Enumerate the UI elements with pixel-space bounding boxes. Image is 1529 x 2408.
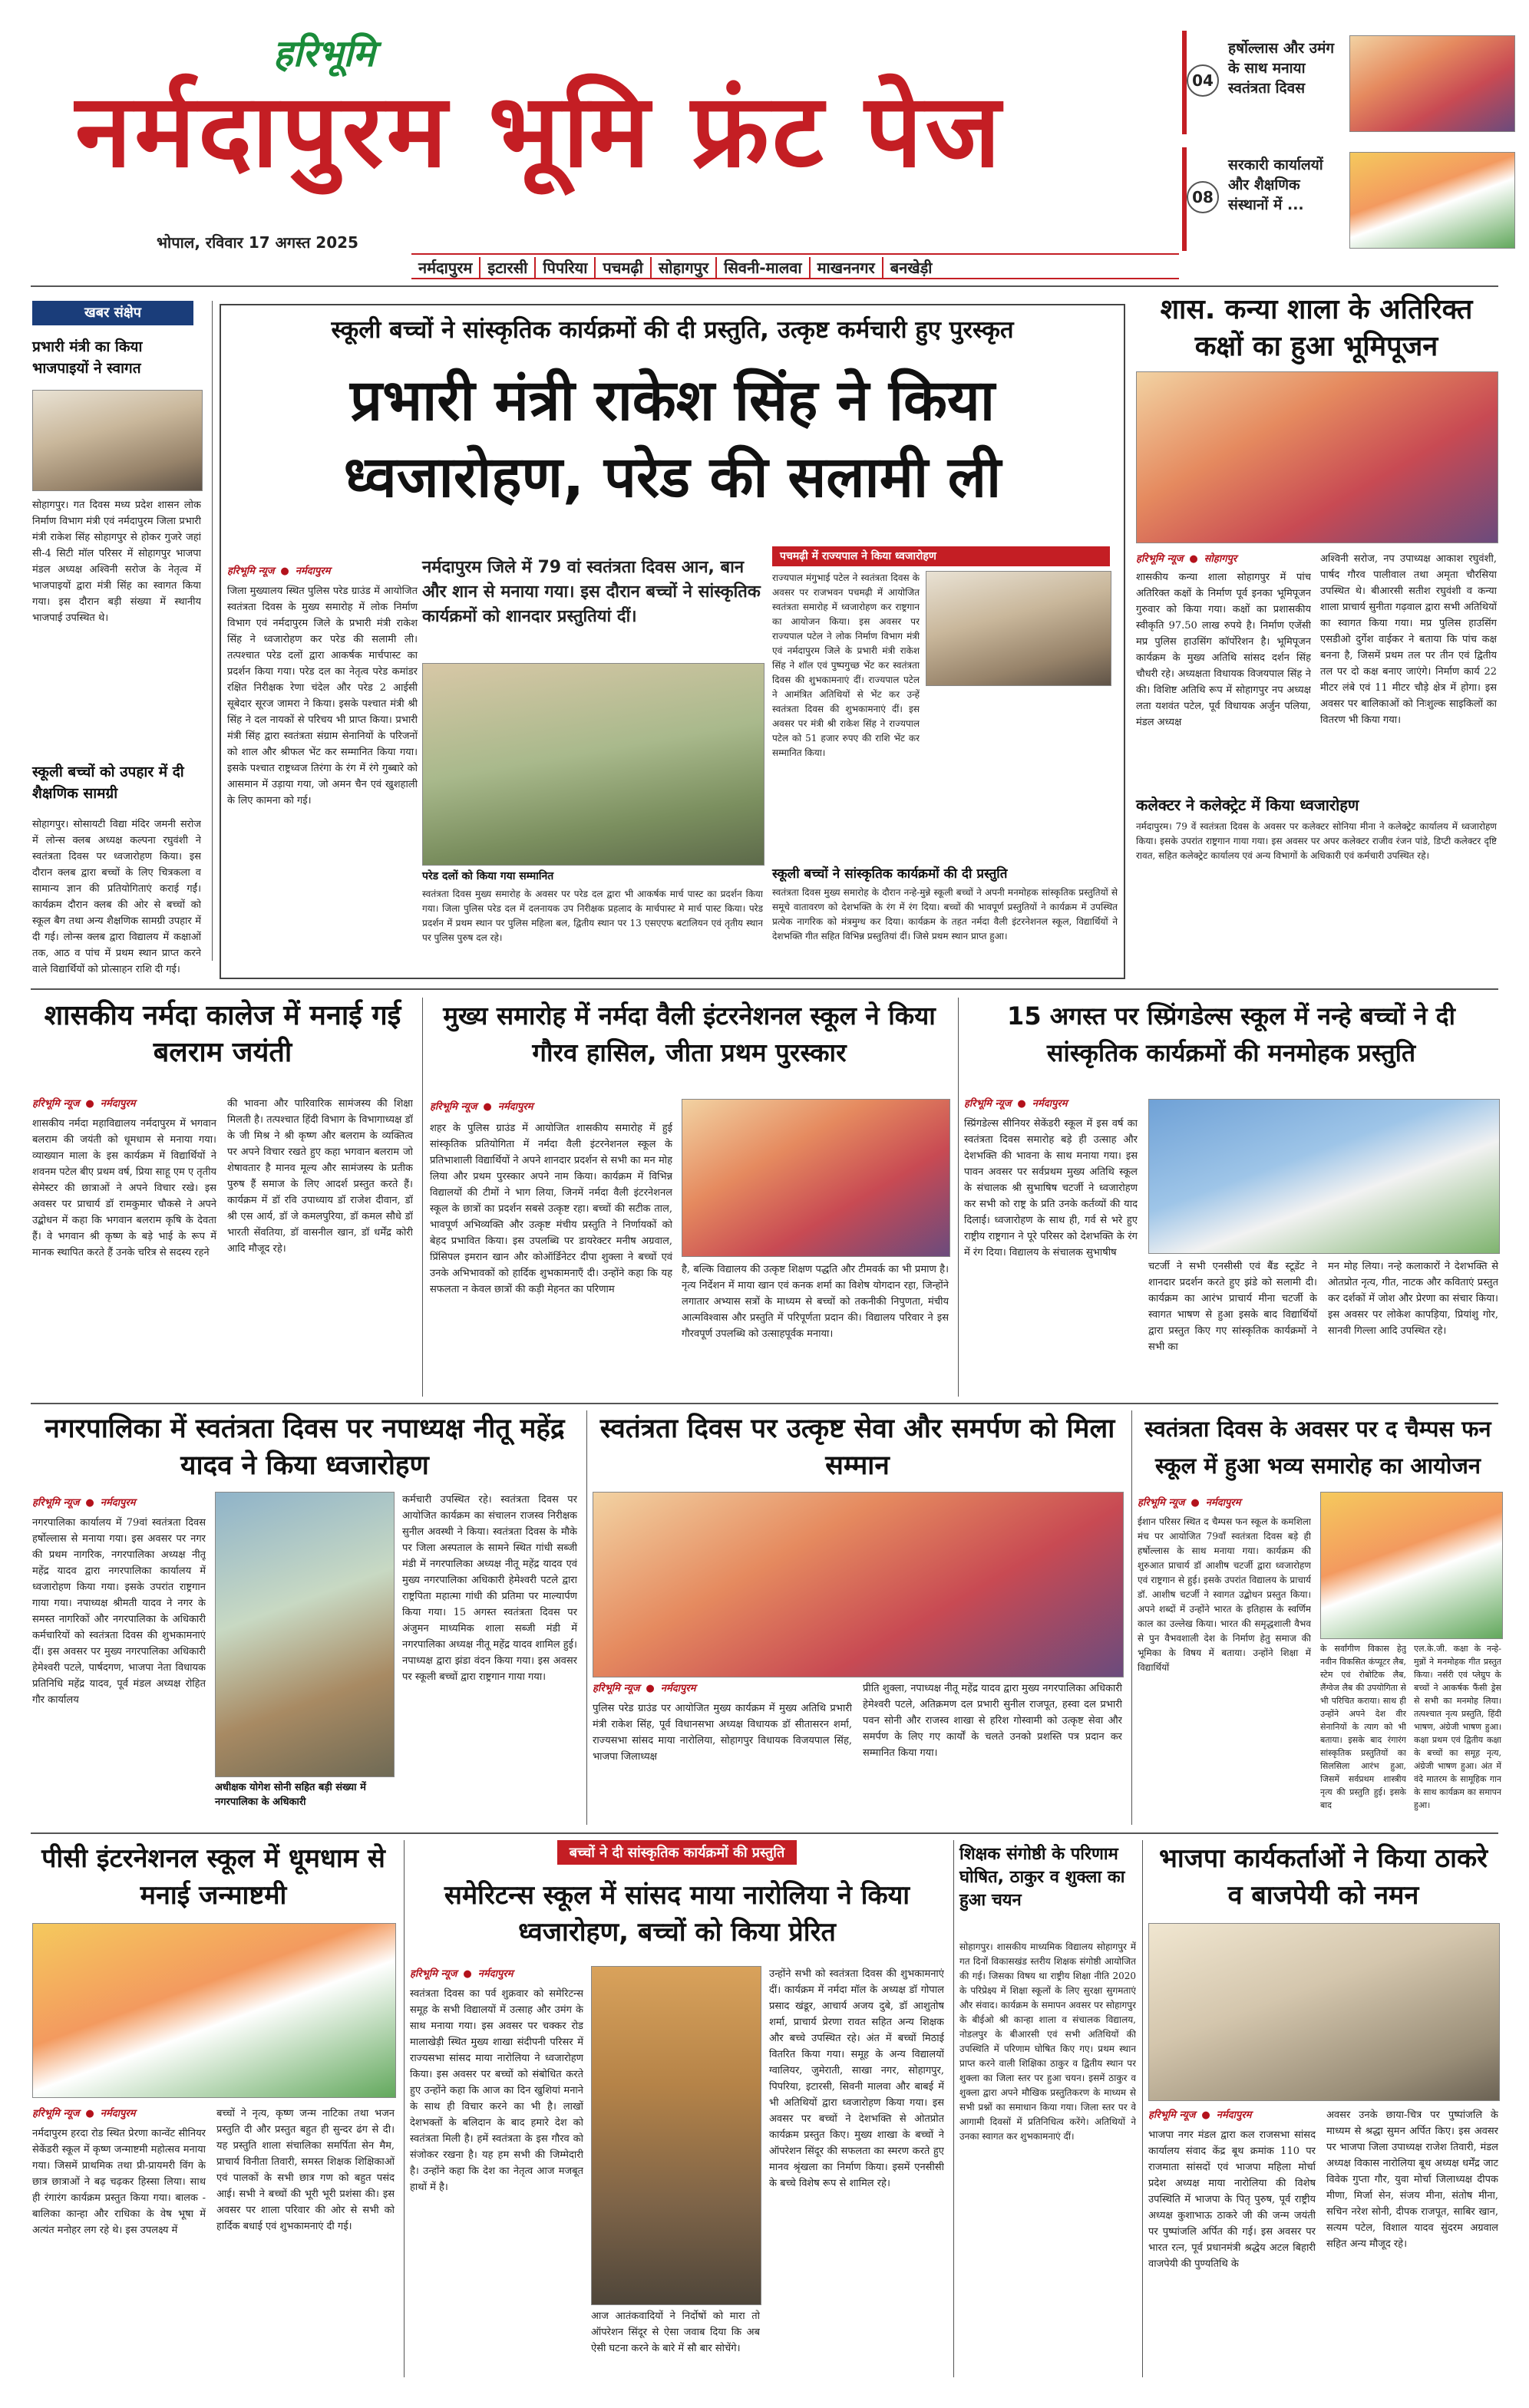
springdales-col1: स्प्रिंगडेल्स सीनियर सेकेंडरी स्कूल में इस वर्ष का स्वतंत्रता दिवस समारोह बड़े ही उत्साह और देशभक्ति की भावना के साथ मनाया गया। इस पावन अवसर पर सर्वप्रथम मुख्य अतिथि स्कूल के संचालक श्री सुभाषिष चटर्जी ने ध्वजारोहण कर सभी को राष्ट्र के प्रति उनके कर्तव्यों की याद दिलाई। ध्वजारोहण के साथ ही, गर्व से भरे हुए राष्ट्रीय राष्ट्रगान ने पूरे परिसर को देशभक्ति के रंग में रंग दिया। विद्यालय के संचालक सुभाषीष — [964, 1118, 1138, 1258]
bjp-col1: भाजपा नगर मंडल द्वारा कल राजसभा सांसद कार्यालय संवाद केंद्र बूथ क्रमांक 110 पर राजमाता सांसदों एवं भाजपा महिला मोर्चा प्रदेश अध्यक्ष माया नारोलिया की विशेष उपस्थिति में भाजपा के पितृ पुरुष, पूर्व राष्ट्रीय अध्यक्ष कुशाभाऊ ठाकरे जी की जन्म जयंती पर पुष्पांजलि अर्पित की गई। इस अवसर पर भारत रत्न, पूर्व प्रधानमंत्री श्रद्धेय अटल बिहारी वाजपेयी की पुण्यतिथि के — [1148, 2129, 1316, 2270]
narmada-valley-col2: है, बल्कि विद्यालय की उत्कृष्ट शिक्षण पद्धति और टीमवर्क का भी प्रमाण है। नृत्य निर्देशन में माया खान एवं कनक शर्मा का विशेष योगदान रहा, जिन्होंने लगातार अभ्यास सत्रों के माध्यम से बच्चों को तकनीकी निपुणता, मंचीय आत्मविश्वास और प्रस्तुति में परिपूर्णता प्रदान की। विद्यालय परिवार ने इस गौरवपूर्ण उपलब्धि को उत्साहपूर्वक मनाया। — [682, 1264, 949, 1340]
bjp-byline: हरिभूमि न्यूज ● नर्मदापुरम — [1148, 2109, 1252, 2121]
teaser-photo — [1349, 35, 1515, 132]
springdales-col2: चटर्जी ने सभी एनसीसी एवं बैंड स्टूडेंट ने शानदार प्रदर्शन करते हुए झंडे को सलामी दी। कार्यक्रम का आरंभ प्राचार्य मीना चटर्जी के स्वागत भाषण से हुआ इसके बाद विद्यार्थियों द्वारा प्रस्तुत किए गए सांस्कृतिक कार्यक्रमों ने सभी का — [1148, 1261, 1317, 1353]
city-item[interactable]: सिवनी-मालवा — [717, 257, 810, 278]
city-item[interactable]: इटारसी — [480, 257, 536, 278]
section-label: खबर संक्षेप — [32, 301, 193, 325]
narmada-valley-byline: हरिभूमि न्यूज ● नर्मदापुरम — [430, 1101, 533, 1113]
city-item[interactable]: माखननगर — [811, 257, 883, 278]
brief-1-text: सोहागपुर। गत दिवस मध्य प्रदेश शासन लोक निर्माण विभाग मंत्री एवं नर्मदापुरम जिला प्रभारी मंत्री राकेश सिंह सोहागपुर से होकर गुजरे जहां सी-4 सिटी मॉल परिसर में सोहागपुर भाजपा मंडल अध्यक्ष अश्विनी सरोज के नेतृत्व में भाजपाइयों द्वारा मंत्री सिंह का स्वागत किया गया। इस दौरान बड़ी संख्या में स्थानीय भाजपाई उपस्थित थे। — [32, 500, 201, 624]
champs-headline: स्वतंत्रता दिवस के अवसर पर द चैम्पस फन स्कूल में हुआ भव्य समारोह का आयोजन — [1144, 1416, 1491, 1479]
lead-headline: प्रभारी मंत्री राकेश सिंह ने किया ध्वजारोहण, परेड की सलामी ली — [343, 368, 1002, 510]
kanya-col1: शासकीय कन्या शाला सोहागपुर में पांच अतिरिक्त कक्षों के निर्माण पूर्व इनका भूमिपूजन गुरुवार को किया गया। कक्षों का प्रशासकीय स्वीकृति 97.50 लाख रुपये है। निर्माण एजेंसी मप्र पुलिस हाउसिंग कॉर्पोरेशन है। भूमिपूजन कार्यक्रम के मुख्य अतिथि सांसद दर्शन सिंह चौधरी रहे। अध्यक्षता विधायक विजयपाल सिंह ने की। विशिष्ट अतिथि रूप में सोहागपुर नप अध्यक्ष लता यशवंत पटेल, पूर्व विधायक अर्जुन पलिया, मंडल अध्यक्ष — [1136, 572, 1311, 728]
pachmarhi-photo — [926, 571, 1111, 686]
brief-2-headline: स्कूली बच्चों को उपहार में दी शैक्षणिक सामग्री — [32, 764, 184, 802]
narmada-valley-headline: मुख्य समारोह में नर्मदा वैली इंटरनेशनल स्कूल ने किया गौरव हासिल, जीता प्रथम पुरस्कार — [443, 1001, 936, 1067]
champs-photo — [1320, 1492, 1503, 1639]
story-samaritans — [410, 1840, 947, 2393]
champs-col2: के सर्वांगीण विकास हेतु नवीन विकसित कंप्यूटर लैब, स्टेम एवं रोबोटिक लैब, लैंग्वेज लैब की उपयोगिता से भी परिचित कराया। साथ ही उन्होंने अपने देश वीर सेनानियों के त्याग को भी बताया। इसके बाद रंगारंग सांस्कृतिक प्रस्तुतियों का सिलसिला आरंभ हुआ, जिसमें सर्वप्रथम शास्त्रीय नृत्य की प्रस्तुति हुई। इसके बाद — [1320, 1644, 1406, 1810]
balram-col1: शासकीय नर्मदा महाविद्यालय नर्मदापुरम में भगवान बलराम की जयंती को धूमधाम से मनाया गया। व्याख्यान माला के इस कार्यक्रम में विद्यार्थियों ने शवनम पटेल बीए प्रथम वर्ष, प्रिया साहू एम ए तृतीय सेमेस्टर की छात्राओं ने अपने विचार रखे। इस अवसर पर प्राचार्य डॉ रामकुमार चौकसे ने अपने उद्बोधन में कहा कि भगवान बलराम कृषि के देवता हैं। वे भगवान श्री कृष्ण के बड़े भाई के रूप में मानक स्थापित करते हैं उनके चरित्र से सदस्य रहने — [32, 1118, 216, 1258]
samaritans-col1: स्वतंत्रता दिवस का पर्व शुक्रवार को समेरिटन्स समूह के सभी विद्यालयों में उत्साह और उमंग के साथ मनाया गया। इस अवसर पर चक्कर रोड मालाखेड़ी स्थित मुख्य शाखा संदीपनी परिसर में राज्यसभा सांसद माया नारोलिया ने ध्वजारोहण किया। इस अवसर पर बच्चों को संबोधित करते हुए उन्होंने कहा कि आज का दिन खुशियां मनाने के साथ ही विचार करने का भी है। लाखों देशभक्तों के बलिदान के बाद हमारे देश को स्वतंत्रता मिली है। हमें स्वतंत्रता के इस गौरव को संजोकर रखना है। यह हम सभी की जिम्मेदारी है। उन्होंने कहा कि देश का नेतृत्व आज मजबूत हाथों में है। — [410, 1988, 583, 2193]
janmashtami-photo — [32, 1923, 396, 2098]
brief-1-photo — [32, 390, 203, 491]
teaser-photo — [1349, 152, 1515, 249]
springdales-photo — [1148, 1099, 1500, 1254]
bjp-headline: भाजपा कार्यकर्ताओं ने किया ठाकरे व बाजपेयी को नमन — [1159, 1843, 1488, 1911]
city-item[interactable]: पिपरिया — [536, 257, 596, 278]
samman-headline: स्वतंत्रता दिवस पर उत्कृष्ट सेवा और समर्पण को मिला सम्मान — [599, 1413, 1115, 1481]
balram-headline: शासकीय नर्मदा कालेज में मनाई गई बलराम जयंती — [44, 1000, 401, 1068]
janmashtami-col2: बच्चों ने नृत्य, कृष्ण जन्म नाटिका तथा भजन प्रस्तुति दी और प्रस्तुत बहुत ही सुन्दर ढंग से दी। यह प्रस्तुति शाला संचालिका समर्पिता सेन मैम, प्राचार्य विनीता तिवारी, समस्त शिक्षक शिक्षिकाओं एवं पालकों के सभी छात्र गण को बहुत पसंद आई। सभी ने बच्चों की भूरी भूरी प्रशंसा की। इस अवसर पर शाला परिवार की ओर से सभी को हार्दिक बधाई एवं शुभकामनाएं दी गई। — [216, 2108, 395, 2232]
kicker-label: बच्चों ने दी सांस्कृतिक कार्यक्रमों की प्रस्तुति — [557, 1840, 797, 1865]
teaser-accent — [1182, 147, 1187, 251]
children-subhead: स्कूली बच्चों ने सांस्कृतिक कार्यक्रमों की दी प्रस्तुति — [772, 866, 1008, 882]
lead-intro: नर्मदापुरम जिले में 79 वां स्वतंत्रता दिवस आन, बान और शान से मनाया गया। इस दौरान बच्चों ने सांस्कृतिक कार्यक्रमों को शानदार प्रस्तुतियां दीं। — [422, 558, 761, 626]
samman-col1: पुलिस परेड ग्राउंड पर आयोजित मुख्य कार्यक्रम में मुख्य अतिथि प्रभारी मंत्री राकेश सिंह, पूर्व विधानसभा अध्यक्ष विधायक डॉ सीतासरन शर्मा, राज्यसभा सांसद माया नारोलिया, सोहागपुर विधायक विजयपाल सिंह, भाजपा जिलाध्यक्ष — [593, 1703, 852, 1763]
nagarpalika-photo — [215, 1492, 395, 1777]
champs-byline: हरिभूमि न्यूज ● नर्मदापुरम — [1138, 1497, 1241, 1509]
city-item[interactable]: पचमढ़ी — [596, 257, 651, 278]
nagarpalika-byline: हरिभूमि न्यूज ● नर्मदापुरम — [32, 1497, 136, 1509]
sangoshthi-headline: शिक्षक संगोष्ठी के परिणाम घोषित, ठाकुर व शुक्ला का हुआ चयन — [959, 1845, 1125, 1910]
story-nagarpalika — [32, 1410, 580, 1825]
story-champs — [1138, 1410, 1501, 1825]
lead-byline: हरिभूमि न्यूज ● नर्मदापुरम — [227, 566, 331, 577]
samman-photo — [593, 1492, 1124, 1677]
nagarpalika-col1: नगरपालिका कार्यालय में 79वां स्वतंत्रता दिवस हर्षोल्लास से मनाया गया। इस अवसर पर नगर की प्रथम नागरिक, नगरपालिका अध्यक्ष नीतू महेंद्र यादव द्वारा नगरपालिका कार्यालय में ध्वजारोहण किया गया। इसके उपरांत राष्ट्रगान गाया गया। नपाध्यक्ष श्रीमती यादव ने नगर के समस्त नागरिकों और नगरपालिका के अधिकारी कर्मचारियों को स्वतंत्रता दिवस की शुभकामनाएं दीं। इस अवसर पर मुख्य नगरपालिका अधिकारी हेमेश्वरी पटले, पार्षदगण, भाजपा नेता विधायक प्रतिनिधि महेंद्र यादव, पूर्व मंडल अध्यक्ष रोहित गौर कार्यालय — [32, 1517, 206, 1706]
kanya-headline: शास. कन्या शाला के अतिरिक्त कक्षों का हुआ भूमिपूजन — [1160, 294, 1473, 362]
city-item[interactable]: सोहागपुर — [652, 257, 717, 278]
city-item[interactable]: नर्मदापुरम — [411, 257, 480, 278]
bjp-photo — [1148, 1923, 1500, 2101]
springdales-byline: हरिभूमि न्यूज ● नर्मदापुरम — [964, 1098, 1068, 1110]
masthead-title: नर्मदापुरम भूमि फ्रंट पेज — [75, 72, 1004, 190]
kanya-col2: अश्विनी सरोज, नप उपाध्यक्ष आकाश रघुवंशी, पार्षद गौरव पालीवाल तथा अमृता चौरसिया उपस्थित थे। बीआरसी सतीश रघुवंशी व कन्या शाला प्राचार्य सुनीता गढ़वाल द्वारा सभी अतिथियों का स्वागत किया गया। मप्र पुलिस हाउसिंग एसडीओ दुर्गेश वाईकर ने बताया कि पांच कक्ष बनना है, जिसमें प्रथम तल पर तीन एवं द्वितीय तल पर दो कक्ष बनाए जाएंगे। निर्माण कार्य 22 मीटर लंबे एवं 11 मीटर चौड़े क्षेत्र में होगा। इस अवसर पर बालिकाओं को निःशुल्क साइकिलों का वितरण भी किया गया। — [1320, 553, 1497, 726]
janmashtami-byline: हरिभूमि न्यूज ● नर्मदापुरम — [32, 2108, 136, 2119]
story-balram — [32, 998, 416, 1397]
lead-strap: स्कूली बच्चों ने सांस्कृतिक कार्यक्रमों की दी प्रस्तुति, उत्कृष्ट कर्मचारी हुए पुरस्कृत — [331, 316, 1014, 344]
nagarpalika-headline: नगरपालिका में स्वतंत्रता दिवस पर नपाध्यक्ष नीतू महेंद्र यादव ने किया ध्वजारोहण — [45, 1413, 565, 1481]
kanya-byline: हरिभूमि न्यूज ● सोहागपुर — [1136, 553, 1237, 565]
story-narmada-valley — [430, 998, 952, 1397]
narmada-valley-photo — [682, 1099, 950, 1257]
kanya-photo — [1136, 371, 1498, 543]
springdales-headline: 15 अगस्त पर स्प्रिंगडेल्स स्कूल में नन्हे बच्चों ने दी सांस्कृतिक कार्यक्रमों की मनमोहक प्रस्तुति — [1007, 1001, 1455, 1067]
champs-col1: ईशान परिसर स्थित द चैम्पस फन स्कूल के कमशिला मंच पर आयोजित 79वाँ स्वतंत्रता दिवस बड़े ही हर्षोल्लास के साथ मनाया गया। कार्यक्रम की शुरुआत प्राचार्य डॉ आशीष चटर्जी द्वारा ध्वजारोहण एवं राष्ट्रगान से हुई। इसके उपरांत विद्यालय के प्राचार्य डॉ. आशीष चटर्जी ने स्वागत उद्बोधन प्रस्तुत किया। अपने शब्दों में उन्होंने भारत के इतिहास के स्वर्णिम काल का उल्लेख किया। भारत की समृद्धशाली वैभव से पुन वैभवशाली देश के निर्माण हेतु समाज की भूमिका के विषय में बताया। उन्होंने शिक्षा में विद्यार्थियों — [1138, 1516, 1311, 1673]
lead-photo-parade — [422, 663, 764, 866]
samaritans-kicker — [410, 1840, 944, 1865]
samman-byline: हरिभूमि न्यूज ● नर्मदापुरम — [593, 1683, 696, 1694]
bjp-col2: अवसर उनके छाया-चित्र पर पुष्पांजलि के माध्यम से श्रद्धा सुमन अर्पित किए। इस अवसर पर भाजपा जिला उपाध्यक्ष राजेश तिवारी, मंडल अध्यक्ष विकास नारोलिया बूथ अध्यक्ष धर्मेंद्र जाट विवेक गुप्ता गौर, युवा मोर्चा जिलाध्यक्ष दीपक मीणा, मिर्जा सेन, संजय मीना, संतोष मीना, सचिन नरेश सोनी, दीपक राजपूत, साबिर खान, सत्यम पटेल, विशाल यादव सुंदरम अग्रवाल सहित अन्य मौजूद रहे। — [1326, 2109, 1498, 2250]
lead-story — [220, 304, 1125, 979]
springdales-col3: मन मोह लिया। नन्हे कलाकारों ने देशभक्ति से ओतप्रोत नृत्य, गीत, नाटक और कविताएं प्रस्तुत कर दर्शकों में जोश और प्रेरणा का संचार किया। इस अवसर पर लोकेश कापड़िया, प्रियांशु गोर, सानवी गिल्ला आदि उपस्थित रहे। — [1328, 1261, 1498, 1337]
sangoshthi-text: सोहागपुर। शासकीय माध्यमिक विद्यालय सोहागपुर में गत दिनों विकासखंड स्तरीय शिक्षक संगोष्ठी आयोजित की गई। जिसका विषय था राष्ट्रीय शिक्षा नीति 2020 के परिप्रेक्ष्य में शिक्षा स्कूलों के लिए सुरक्षा सुगमताएं और संवाद। कार्यक्रम के समापन अवसर पर सोहागपुर के बीईओ श्री कान्हा शाला व संचालक विद्यालय, नोडलपुर के बीआरसी एवं सभी अतिथियों की उपस्थिति में परिणाम घोषित किए गए। प्रथम स्थान प्राप्त करने वाली शिक्षिका ठाकुर व द्वितीय स्थान पर शुक्ला का जिला स्तर पर हुआ चयन। इसमें ठाकुर व शुक्ला द्वारा अपने मौखिक प्रस्तुतिकरण के माध्यम से सभी प्रश्नों का समाधान किया गया। जिला स्तर पर वे आगामी दिवसों में प्रतिनिधित्व करेंगे। अतिथियों ने उनका स्वागत कर शुभकामनाएं दीं। — [959, 1941, 1136, 2142]
samman-col2: प्रीति शुक्ला, नपाध्यक्ष नीतू महेंद्र यादव द्वारा मुख्य नगरपालिका अधिकारी हेमेश्वरी पटले, अतिक्रमण दल प्रभारी सुनील राजपूत, हस्वा दल प्रभारी पवन सोनी और राजस्व शाखा से हरिश गोस्वामी को उत्कृष्ट सेवा और समर्पण के लिए गए कार्यों के चलते उनको प्रशस्ति पत्र प्रदान कर सम्मानित किया गया। — [863, 1683, 1122, 1759]
pachmarhi-text: राज्यपाल मंगुभाई पटेल ने स्वतंत्रता दिवस के अवसर पर राजभवन पचमढ़ी में आयोजित स्वतंत्रता समारोह में ध्वजारोहण कर राष्ट्रगान का आयोजन किया। इस अवसर पर राज्यपाल पटेल ने लोक निर्माण विभाग मंत्री एवं नर्मदापुरम जिले के प्रभारी मंत्री राकेश सिंह ने शॉल एवं पुष्पगुच्छ भेंट कर स्वतंत्रता दिवस की शुभकामनाएं दीं। राज्यपाल पटेल ने आमंत्रित अतिथियों से भेंट कर उन्हें स्वतंत्रता दिवस की शुभकामनाएं दीं। इस अवसर पर मंत्री श्री राकेश सिंह ने राज्यपाल पटेल को 51 हजार रुपए की राशि भेंट कर सम्मानित किया। — [772, 572, 920, 758]
brand-logo: हरिभूमि — [273, 32, 375, 75]
champs-col3: एल.के.जी. कक्षा के नन्हे-मुन्नों ने मनमोहक गीत प्रस्तुत किया। नर्सरी एवं प्लेग्रुप के बच्चों ने आकर्षक फैंसी ड्रेस से सभी का मनमोह लिया। तत्पश्चात नृत्य प्रस्तुति, हिंदी भाषण, अंग्रेजी भाषण हुआ। कक्षा प्रथम एवं द्वितीय कक्षा के बच्चों का समूह नृत्य, अंग्रेजी भाषण हुआ। अंत में वंदे मातरम के सामूहिक गान के साथ कार्यक्रम का समापन हुआ। — [1414, 1644, 1501, 1810]
khabar-sankshep — [32, 301, 203, 1068]
story-samman — [593, 1410, 1125, 1825]
samaritans-col2: आज आतंकवादियों ने निर्दोषों को मारा तो ऑपरेशन सिंदूर से ऐसा जवाब दिया कि अब ऐसी घटना करने के बारे में सौ बार सोचेंगे। — [591, 2311, 760, 2354]
dateline: भोपाल, रविवार 17 अगस्त 2025 — [157, 233, 358, 252]
teaser-1[interactable] — [1182, 31, 1520, 134]
lead-caption-title: परेड दलों को किया गया सम्मानित — [422, 869, 763, 886]
balram-col2: की भावना और पारिवारिक सामंजस्य की शिक्षा मिलती है। तत्पश्चात हिंदी विभाग के विभागाध्यक्ष डॉ के जी मिश्र ने श्री कृष्ण और बलराम के व्यक्तित्व पर अपने विचार रखते हुए कहा भगवान बलराम जो शेषावतार है मानव मूल्य और सामंजस्य के प्रतीक पुरुष हैं समाज के लिए आदर्श प्रस्तुत करते हैं। कार्यक्रम में डॉ रवि उपाध्याय डॉ राजेश दीवान, डॉ श्री एस आर्य, डॉ जे कमलपुरिया, डॉ कमल सौधे डॉ भारती सेंवतिया, डॉ वासनील खान, डॉ धर्मेंद्र कोरी आदि मौजूद रहे। — [227, 1098, 413, 1255]
samaritans-col3: उन्होंने सभी को स्वतंत्रता दिवस की शुभकामनाएं दीं। कार्यक्रम में नर्मदा मॉल के अध्यक्ष डॉ गोपाल प्रसाद खंडूर, आचार्य अजय दुबे, डॉ आशुतोष शर्मा, प्राचार्य प्रेरणा रावत सहित अन्य शिक्षक और बच्चे उपस्थित रहे। अंत में बच्चों मिठाई वितरित किया गया। समूह के अन्य विद्यालयों ग्वालियर, जुमेराती, साखा नगर, सोहागपुर, पिपरिया, इटारसी, सिवनी मालवा और बाबई में भी अतिथियों द्वारा ध्वजारोहण किया गया। इस अवसर पर बच्चों ने देशभक्ति से ओतप्रोत कार्यक्रम प्रस्तुत किए। मुख्य शाखा के बच्चों ने ऑपरेशन सिंदूर की सफलता का स्मरण करते हुए मानव श्रृंखला का निर्माण किया। इसमें एनसीसी के बच्चे विशेष रूप से शामिल रहे। — [769, 1968, 944, 2189]
lead-caption-text: स्वतंत्रता दिवस मुख्य समारोह के अवसर पर परेड दल द्वारा भी आकर्षक मार्च पास्ट का प्रदर्शन किया गया। जिला पुलिस परेड दल में दलनायक उप निरीक्षक प्रहलाद के मार्चपास्ट मे मार्च पास्ट किया। परेड प्रदर्शन में प्रथम स्थान पर पुलिस महिला बल, द्वितीय स्थान पर 13 एसएएफ बटालियन एवं तृतीय स्थान पर पुलिस पुरुष दल रहे। — [422, 889, 763, 943]
pachmarhi-box — [772, 546, 1121, 859]
teaser-text: सरकारी कार्यालयों और शैक्षणिक संस्थानों में ... — [1228, 157, 1323, 213]
teaser-number: 08 — [1187, 181, 1219, 213]
janmashtami-col1: नर्मदापुरम हरदा रोड स्थित प्रेरणा कान्वेंट सीनियर सेकेंडरी स्कूल में कृष्ण जन्माष्टमी महोत्सव मनाया गया। जिसमें प्राथमिक तथा प्री-प्रायमरी विंग के छात्र छात्राओं ने बढ़ चढ़कर हिस्सा लिया। साथ ही रंगारंग कार्यक्रम प्रस्तुत किया गया। बालक - बालिका कान्हा और राधिका के वेष भूषा में अत्यंत मनोहर लग रहे थे। इस उपलक्ष्य में — [32, 2128, 206, 2236]
collector-text: नर्मदापुरम। 79 वें स्वतंत्रता दिवस के अवसर पर कलेक्टर सोनिया मीना ने कलेक्ट्रेट कार्यालय में ध्वजारोहण किया। इसके उपरांत राष्ट्रगान गाया गया। इस अवसर पर अपर कलेक्टर राजीव रंजन पांडे, डिप्टी कलेक्टर दृष्टि रावत, सहित कलेक्ट्रेट कार्यालय एवं अन्य विभागों के अधिकारी एवं कर्मचारी उपस्थित रहे। — [1136, 821, 1497, 861]
story-sangoshthi — [959, 1840, 1136, 2393]
story-bjp — [1148, 1840, 1501, 2393]
samaritans-photo — [591, 1966, 761, 2305]
collector-headline: कलेक्टर ने कलेक्ट्रेट में किया ध्वजारोहण — [1136, 796, 1359, 814]
story-janmashtami — [32, 1840, 398, 2393]
brief-2-text: सोहागपुर। सोसायटी विद्या मंदिर जमनी सरोज में लोन्स क्लब अध्यक्ष कल्पना रघुवंशी ने स्वतंत्रता दिवस पर ध्वजारोहण किया। इस दौरान क्लब द्वारा बच्चों के लिए चित्रकला व सामान्य ज्ञान की प्रतियोगिताएं कराई गईं। कार्यक्रम दौरान क्लब की ओर से बच्चों को स्कूल बैग तथा अन्य शैक्षणिक सामग्री उपहार में दी गई। लोन्स क्लब द्वारा विद्यालय में कक्षाओं तक, आठ व पांच में प्रथम स्थान प्राप्त करने वाले विद्यार्थियों को प्रोत्साहन राशि दी गई। — [32, 819, 201, 975]
teaser-text: हर्षोल्लास और उमंग के साथ मनाया स्वतंत्रता दिवस — [1228, 40, 1335, 97]
lead-col1: जिला मुख्यालय स्थित पुलिस परेड ग्राउंड में आयोजित स्वतंत्रता दिवस के मुख्य समारोह में लोक निर्माण विभाग एवं नर्मदापुरम जिले के प्रभारी मंत्री राकेश सिंह ने ध्वजारोहण कर परेड की सलामी ली। तत्पश्चात परेड दलों द्वारा आकर्षक मार्चपास्ट का प्रदर्शन किया गया। परेड दल का नेतृत्व परेड कमांडर रक्षित निरीक्षक रेणा चंदेल और परेड 2 आईसी सूबेदार सूरज जामरा ने किया। इसके पश्चात मंत्री श्री सिंह ने दल नायकों से परिचय भी प्राप्त किया। प्रभारी मंत्री सिंह द्वारा स्वतंत्रता संग्राम सेनानियों के परिजनों को शाल और श्रीफल भेंट कर सम्मानित किया गया। इसके पश्चात राष्ट्रध्वज तिरंगा के रंग में रंगे गुब्बारे को आसमान में उड़ाया गया, जो अमन चैन एवं खुशहाली के लिए कामना को गई। — [227, 586, 418, 807]
teaser-accent — [1182, 31, 1187, 134]
nagarpalika-col2: कर्मचारी उपस्थित रहे। स्वतंत्रता दिवस पर आयोजित कार्यक्रम का संचालन राजस्व निरीक्षक सुनील अवस्थी ने किया। स्वतंत्रता दिवस के मौके पर जिला अस्पताल के सामने स्थित गांधी सब्जी मंडी में नगरपालिका अध्यक्ष नीतू महेंद्र यादव एवं मुख्य नगरपालिका अधिकारी हेमेश्वरी पटले द्वारा राष्ट्रपिता महात्मा गांधी की प्रतिमा पर माल्यार्पण किया गया। 15 अगस्त स्वतंत्रता दिवस पर अंजुमन माध्यमिक शाला सब्जी मंडी में नगरपालिका अध्यक्ष नीतू महेंद्र यादव शामिल हुई। नपाध्यक्ष द्वारा झंडा वंदन किया गया। इस अवसर पर स्कूली बच्चों द्वारा राष्ट्रगान गाया गया। — [402, 1494, 577, 1683]
city-item[interactable]: बनखेड़ी — [890, 259, 933, 277]
story-springdales — [964, 998, 1501, 1397]
children-text: स्वतंत्रता दिवस मुख्य समारोह के दौरान नन्हे-मुन्ने स्कूली बच्चों ने अपनी मनमोहक सांस्कृतिक प्रस्तुतियों से समूचे वातावरण को देशभक्ति के रंग में रंग दिया। बच्चों की भावपूर्ण प्रस्तुतियों ने कार्यक्रम में उपस्थित प्रत्येक नागरिक को मंत्रमुग्ध कर दिया। कार्यक्रम के तहत नर्मदा वैली इंटरनेशनल स्कूल, विद्यार्थियों ने देशभक्ति गीत सहित विभिन्न प्रस्तुतियां दीं। जिसे प्रथम स्थान प्राप्त हुआ। — [772, 887, 1118, 942]
kanya-story — [1136, 292, 1501, 967]
pachmarhi-kicker: पचमढ़ी में राज्यपाल ने किया ध्वजारोहण — [772, 546, 1110, 566]
teaser-2[interactable] — [1182, 147, 1520, 251]
samaritans-headline: समेरिटन्स स्कूल में सांसद माया नारोलिया ने किया ध्वजारोहण, बच्चों को किया प्रेरित — [444, 1880, 910, 1948]
janmashtami-headline: पीसी इंटरनेशनल स्कूल में धूमधाम से मनाई जन्माष्टमी — [41, 1843, 385, 1911]
nagarpalika-caption: अधीक्षक योगेश सोनी सहित बड़ी संख्या में नगरपालिका के अधिकारी — [215, 1780, 393, 1825]
brief-1-headline: प्रभारी मंत्री का किया भाजपाइयों ने स्वागत — [32, 338, 143, 377]
city-bar — [411, 253, 1179, 279]
narmada-valley-col1: शहर के पुलिस ग्राउंड में आयोजित शासकीय समारोह में हुई सांस्कृतिक प्रतियोगिता में नर्मदा वैली इंटरनेशनल स्कूल के प्रतिभाशाली विद्यार्थियों ने अपने शानदार प्रदर्शन से सभी का मन मोह लिया और प्रथम पुरस्कार अपने नाम किया। कार्यक्रम में विभिन्न विद्यालयों की टीमों ने भाग लिया, जिनमें नर्मदा वैली इंटरनेशनल स्कूल के छात्रों का प्रदर्शन सबसे उत्कृष्ट रहा। बच्चों की सटीक ताल, भावपूर्ण अभिव्यक्ति और उत्कृष्ट मंचीय प्रस्तुति ने निर्णायकों को बेहद प्रभावित किया। इस उपलब्धि पर डायरेक्टर मनीष अग्रवाल, प्रिंसिपल इमरान खान और कोऑर्डिनेटर दीपा शुक्ला ने बच्चों एवं उनके अभिभावकों को हार्दिक शुभकामनाएँ दी। उन्होंने कहा कि यह सफलता न केवल छात्रों की कड़ी मेहनत का परिणाम — [430, 1123, 672, 1295]
teaser-number: 04 — [1187, 64, 1219, 97]
samaritans-byline: हरिभूमि न्यूज ● नर्मदापुरम — [410, 1968, 514, 1980]
balram-byline: हरिभूमि न्यूज ● नर्मदापुरम — [32, 1098, 136, 1110]
